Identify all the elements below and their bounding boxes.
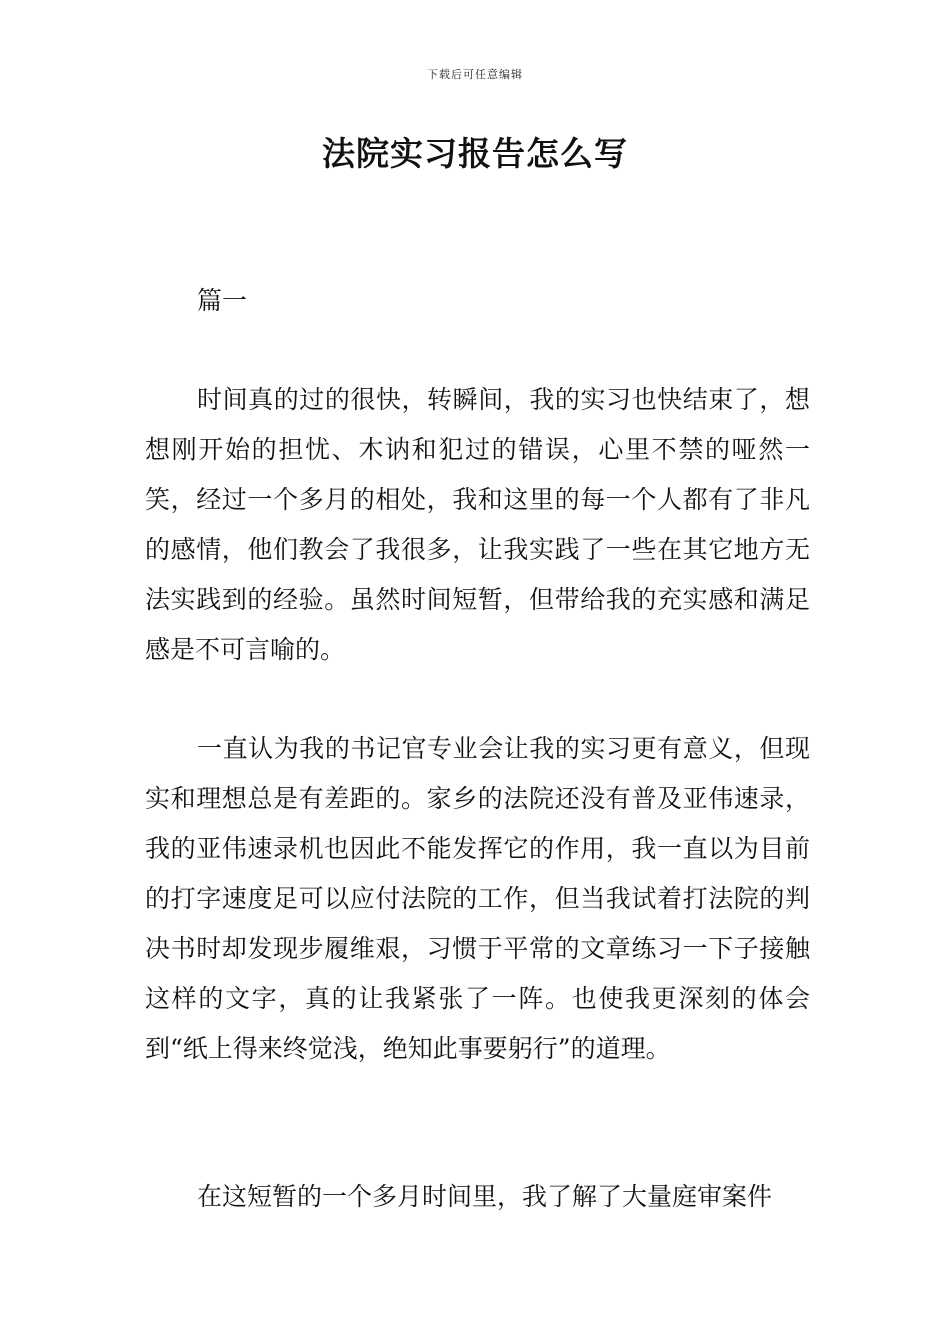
paragraph-1: 时间真的过的很快，转瞬间，我的实习也快结束了，想想刚开始的担忧、木讷和犯过的错误，心里不禁的哑然一笑，经过一个多月的相处，我和这里的每一个人都有了非凡的感情，他们教会了我很多，让我实践了一些在其它地方无法实践到的经验。虽然时间短暂，但带给我的充实感和满足感是不可言喻的。	[145, 385, 810, 664]
paragraph-2: 一直认为我的书记官专业会让我的实习更有意义，但现实和理想总是有差距的。家乡的法院还没有普及亚伟速录，我的亚伟速录机也因此不能发挥它的作用，我一直以为目前的打字速度足可以应付法院的工作，但当我试着打法院的判决书时却发现步履维艰，习惯于平常的文章练习一下子接触这样的文字，真的让我紧张了一阵。也使我更深刻的体会到“纸上得来终觉浅，绝知此事要躬行”的道理。	[145, 734, 810, 1063]
document-title: 法院实习报告怎么写	[322, 134, 628, 173]
header-note: 下载后可任意编辑	[427, 68, 523, 81]
section-heading: 篇一	[197, 286, 248, 315]
paragraph-3: 在这短暂的一个多月时间里，我了解了大量庭审案件	[197, 1182, 773, 1211]
